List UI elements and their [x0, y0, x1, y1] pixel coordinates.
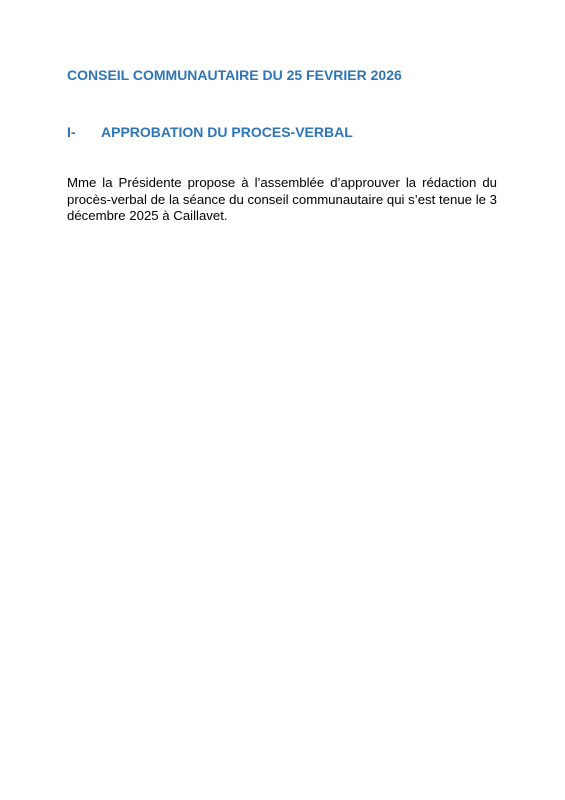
document-title: CONSEIL COMMUNAUTAIRE DU 25 FEVRIER 2026	[67, 67, 402, 83]
section-number: I-	[67, 124, 76, 140]
body-paragraph: Mme la Présidente propose à l’assemblée d’approuver la rédaction du procès-verbal de la séance du conseil communautaire qui s’est tenue le 3 décembre 2025 à Caillavet.	[67, 175, 497, 223]
section-title: APPROBATION DU PROCES-VERBAL	[101, 124, 353, 140]
section-heading	[67, 123, 353, 141]
